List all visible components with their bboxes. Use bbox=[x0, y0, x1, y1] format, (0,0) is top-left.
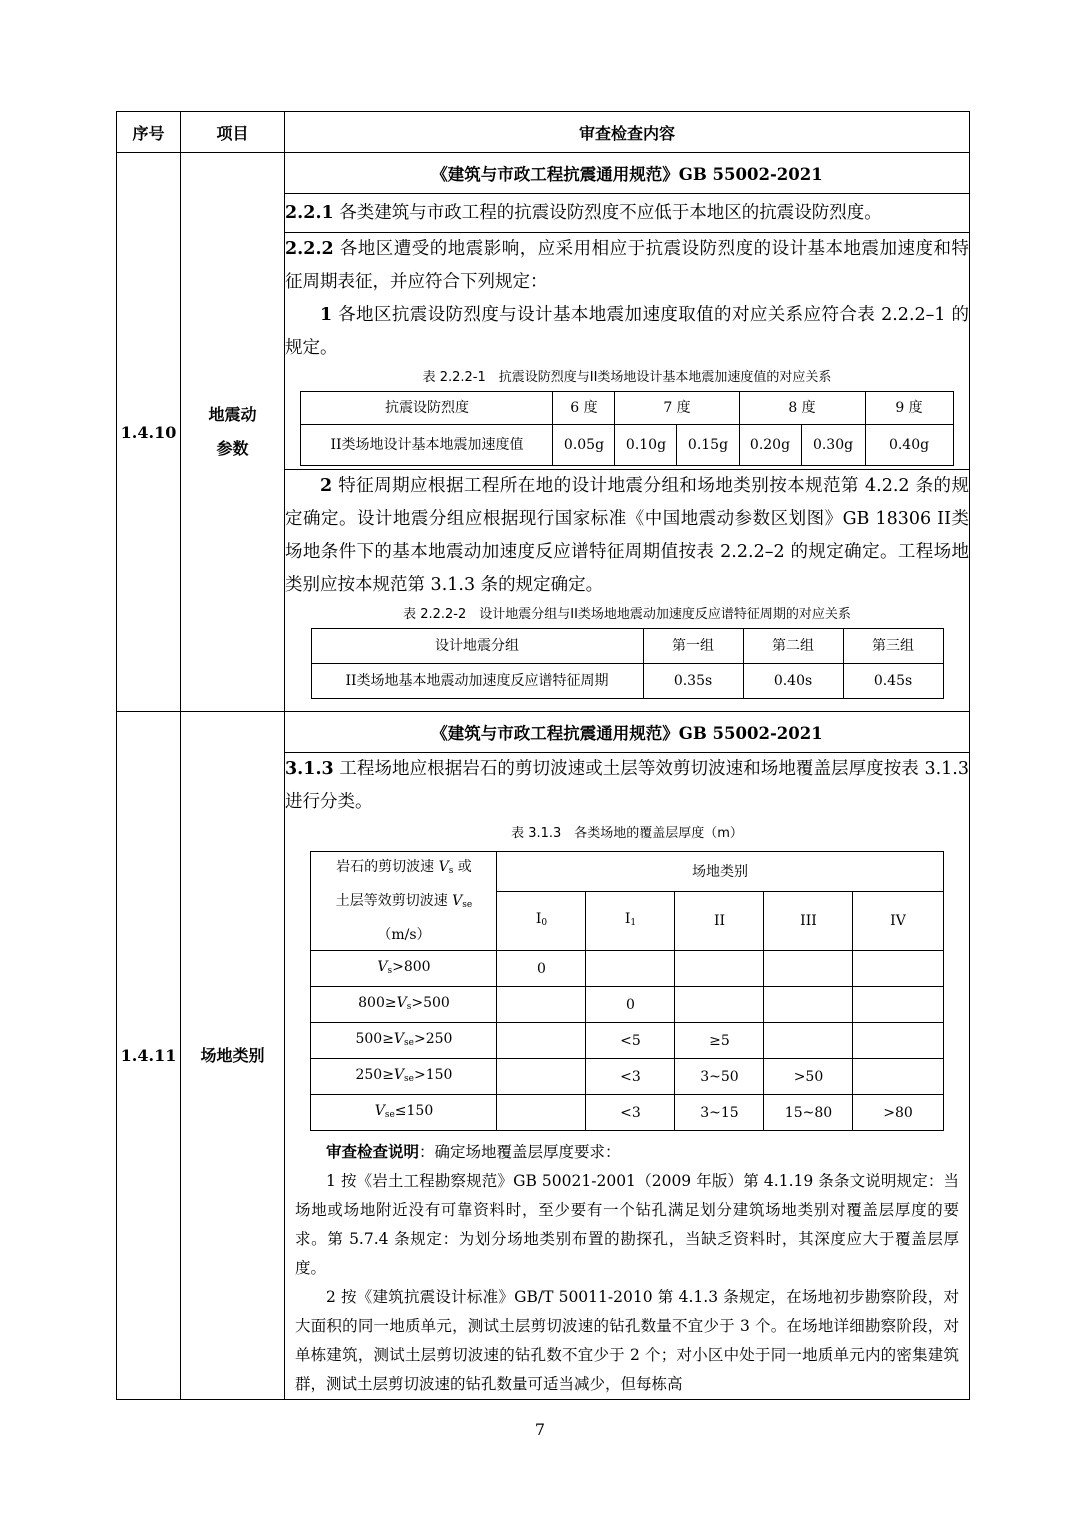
clause-313 bbox=[285, 753, 970, 1400]
table-head-cell: 场地类别 bbox=[497, 852, 943, 892]
table-cell: 0.15g bbox=[677, 425, 739, 466]
clause-number: 2.2.1 bbox=[285, 202, 334, 223]
table-row bbox=[301, 392, 953, 425]
table-cell bbox=[497, 1059, 586, 1095]
standard-title: 《建筑与市政工程抗震通用规范》GB 55002-2021 bbox=[285, 153, 970, 194]
sub-clause-text: 各地区抗震设防烈度与设计基本地震加速度取值的对应关系应符合表 2.2.2–1 的规定。 bbox=[285, 305, 969, 358]
section-item bbox=[181, 153, 285, 712]
table-2221 bbox=[300, 391, 953, 466]
table-head-cell: II bbox=[675, 892, 764, 951]
table-cell: 8 度 bbox=[739, 392, 865, 425]
table-header-row bbox=[117, 112, 970, 153]
table-cell: 0.40s bbox=[743, 664, 843, 699]
table-row bbox=[311, 1059, 943, 1095]
table-cell: 7 度 bbox=[615, 392, 739, 425]
table-cell: 0.35s bbox=[643, 664, 743, 699]
table-cell: 0.30g bbox=[801, 425, 865, 466]
header-item: 项目 bbox=[181, 112, 285, 153]
table-cell: 0.10g bbox=[615, 425, 677, 466]
sub-clause-text: 特征周期应根据工程所在地的设计地震分组和场地类别按本规范第 4.2.2 条的规定确定。设计地震分组应根据现行国家标准《中国地震动参数区划图》GB 18306 II类场地条件下的基本地震动加速度反应谱特征周期值按表 2.2.2–2 的规定确定。工程场地类别应按本规范第 3.1.3 条的规定确定。 bbox=[285, 476, 969, 595]
clause-text: 各类建筑与市政工程的抗震设防烈度不应低于本地区的抗震设防烈度。 bbox=[333, 202, 882, 223]
header-content: 审查检查内容 bbox=[285, 112, 970, 153]
table-cell: 0 bbox=[497, 951, 586, 987]
note-paragraph-1: 1 按《岩土工程勘察规范》GB 50021-2001（2009 年版）第 4.1.19 条条文说明规定：当场地或场地附近没有可靠资料时，至少要有一个钻孔满足划分建筑场地类别对覆盖层厚度的要求。第 5.7.4 条规定：为划分场地类别布置的勘探孔，当缺乏资料时，其深度应大于覆盖层厚度。 bbox=[295, 1172, 959, 1277]
table-cell bbox=[497, 1095, 586, 1131]
table-313 bbox=[310, 851, 943, 1131]
table-row bbox=[311, 987, 943, 1023]
table-row bbox=[311, 951, 943, 987]
table-head-cell: $I_1$ bbox=[586, 892, 675, 951]
table-cell: <5 bbox=[586, 1023, 675, 1059]
table-row-label: $V_s>800$ bbox=[311, 951, 497, 987]
table-cell: 6 度 bbox=[553, 392, 615, 425]
note-lead-tail: ：确定场地覆盖层厚度要求： bbox=[419, 1143, 621, 1161]
table-cell: 9 度 bbox=[865, 392, 953, 425]
table-cell bbox=[586, 951, 675, 987]
table-cell: >50 bbox=[764, 1059, 853, 1095]
clause-221 bbox=[285, 194, 970, 233]
section-item: 场地类别 bbox=[181, 712, 285, 1400]
table-row-label: $500\ge V_{se}>250$ bbox=[311, 1023, 497, 1059]
section-1411-standard-row bbox=[117, 712, 970, 753]
table-caption: 表 2.2.2-1 抗震设防烈度与II类场地设计基本地震加速度值的对应关系 bbox=[422, 370, 832, 385]
section-seq: 1.4.11 bbox=[117, 712, 181, 1400]
clause-number: 3.1.3 bbox=[285, 759, 334, 779]
table-cell: <3 bbox=[586, 1095, 675, 1131]
table-cell bbox=[853, 1059, 943, 1095]
table-cell: 设计地震分组 bbox=[311, 629, 643, 664]
table-cell: >80 bbox=[853, 1095, 943, 1131]
review-table bbox=[116, 111, 970, 1400]
section-item-line2: 参数 bbox=[216, 439, 249, 458]
table-cell bbox=[497, 1023, 586, 1059]
section-1410-standard-row bbox=[117, 153, 970, 194]
table-row bbox=[311, 664, 943, 699]
page-number: 7 bbox=[534, 1420, 546, 1439]
table-cell: 0.40g bbox=[865, 425, 953, 466]
table-caption: 表 2.2.2-2 设计地震分组与II类场地地震动加速度反应谱特征周期的对应关系 bbox=[403, 607, 851, 622]
table-row bbox=[311, 1095, 943, 1131]
table-head-cell: 岩石的剪切波速 $V_s$ 或 土层等效剪切波速 $V_{se}$ （m/s） bbox=[311, 852, 497, 951]
table-313-body bbox=[311, 951, 943, 1131]
table-row-label: $V_{se}\le 150$ bbox=[311, 1095, 497, 1131]
clause-text: 工程场地应根据岩石的剪切波速或土层等效剪切波速和场地覆盖层厚度按表 3.1.3 进行分类。 bbox=[285, 759, 969, 812]
review-note bbox=[285, 1131, 969, 1399]
table-cell: 第三组 bbox=[843, 629, 943, 664]
table-cell bbox=[675, 951, 764, 987]
table-cell: 3~15 bbox=[675, 1095, 764, 1131]
table-cell: ≥5 bbox=[675, 1023, 764, 1059]
table-cell: 第二组 bbox=[743, 629, 843, 664]
table-cell: 抗震设防烈度 bbox=[301, 392, 553, 425]
table-cell: 0 bbox=[586, 987, 675, 1023]
table-cell: 3~50 bbox=[675, 1059, 764, 1095]
table-cell bbox=[764, 1023, 853, 1059]
table-caption: 表 3.1.3 各类场地的覆盖层厚度（m） bbox=[511, 826, 743, 841]
table-cell: 0.20g bbox=[739, 425, 801, 466]
clause-222 bbox=[285, 233, 970, 470]
table-cell: 15~80 bbox=[764, 1095, 853, 1131]
note-paragraph-2: 2 按《建筑抗震设计标准》GB/T 50011-2010 第 4.1.3 条规定，在场地初步勘察阶段，对大面积的同一地质单元，测试土层剪切波速的钻孔数量不宜少于 3 个。在场地详细勘察阶段，对单栋建筑，测试土层剪切波速的钻孔数不宜少于 2 个；对小区中处于同一地质单元内的密集建筑群，测试土层剪切波速的钻孔数量可适当减少，但每栋高 bbox=[295, 1288, 959, 1393]
table-cell bbox=[497, 987, 586, 1023]
section-item-line1: 地震动 bbox=[208, 405, 257, 424]
table-cell: II类场地基本地震动加速度反应谱特征周期 bbox=[311, 664, 643, 699]
table-cell bbox=[675, 987, 764, 1023]
table-cell bbox=[853, 951, 943, 987]
table-cell bbox=[853, 1023, 943, 1059]
table-cell: 第一组 bbox=[643, 629, 743, 664]
sub-clause-number: 2 bbox=[320, 476, 333, 496]
table-row bbox=[311, 629, 943, 664]
section-seq: 1.4.10 bbox=[117, 153, 181, 712]
header-seq: 序号 bbox=[117, 112, 181, 153]
table-head-cell: III bbox=[764, 892, 853, 951]
table-cell bbox=[853, 987, 943, 1023]
clause-number: 2.2.2 bbox=[285, 239, 334, 259]
table-cell: 0.05g bbox=[553, 425, 615, 466]
table-cell: <3 bbox=[586, 1059, 675, 1095]
table-row bbox=[311, 1023, 943, 1059]
table-head-cell: IV bbox=[853, 892, 943, 951]
note-lead: 审查检查说明 bbox=[326, 1142, 420, 1161]
table-cell bbox=[764, 987, 853, 1023]
table-row bbox=[301, 425, 953, 466]
clause-222-2 bbox=[285, 470, 970, 712]
table-cell bbox=[764, 951, 853, 987]
table-row bbox=[311, 852, 943, 892]
standard-title: 《建筑与市政工程抗震通用规范》GB 55002-2021 bbox=[285, 712, 970, 753]
sub-clause-number: 1 bbox=[320, 305, 333, 325]
table-row-label: $800\ge V_s>500$ bbox=[311, 987, 497, 1023]
table-head-cell: $I_0$ bbox=[497, 892, 586, 951]
clause-text: 各地区遭受的地震影响，应采用相应于抗震设防烈度的设计基本地震加速度和特征周期表征，并应符合下列规定： bbox=[285, 239, 969, 292]
table-row-label: $250\ge V_{se}>150$ bbox=[311, 1059, 497, 1095]
table-cell: II类场地设计基本地震加速度值 bbox=[301, 425, 553, 466]
table-2222 bbox=[311, 628, 944, 699]
table-cell: 0.45s bbox=[843, 664, 943, 699]
